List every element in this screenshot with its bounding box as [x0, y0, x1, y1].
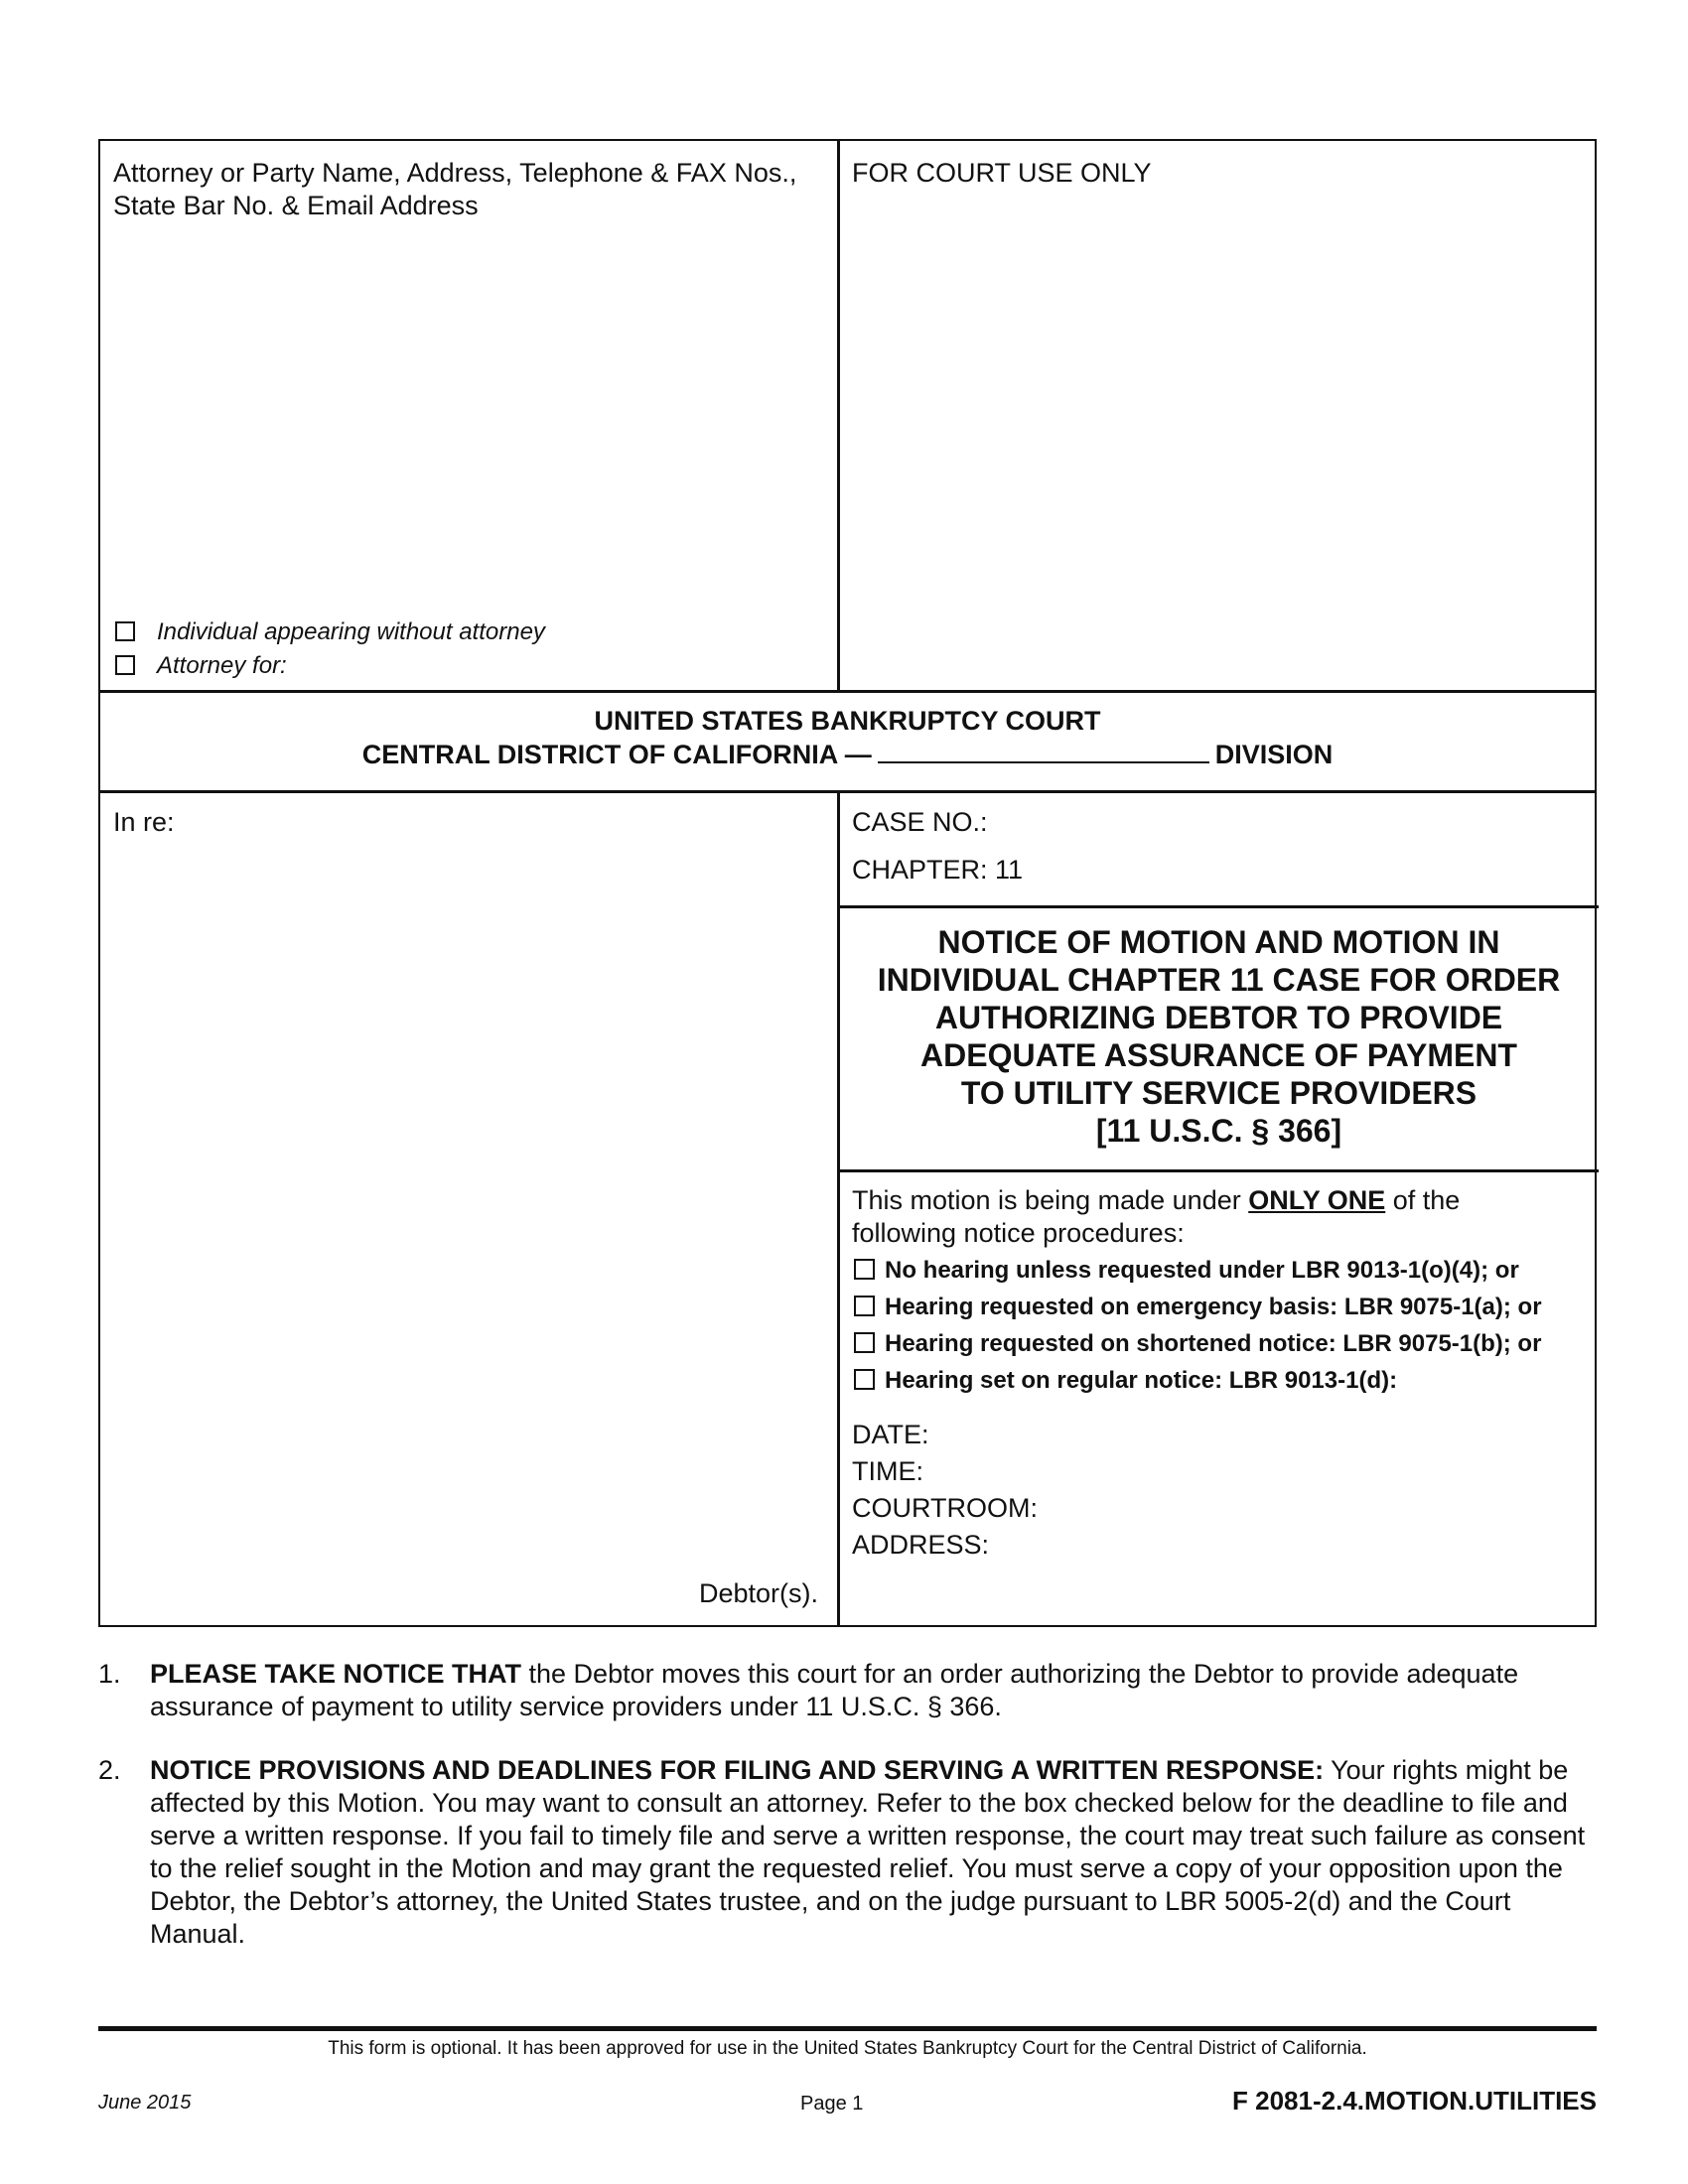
footer-form-id: F 2081-2.4.MOTION.UTILITIES	[1232, 2086, 1597, 2116]
checkbox-row-attorney-for[interactable]	[115, 650, 287, 682]
motion-title-line: ADEQUATE ASSURANCE OF PAYMENT	[920, 1037, 1517, 1073]
footer-date: June 2015	[98, 2092, 192, 2114]
motion-title-line: INDIVIDUAL CHAPTER 11 CASE FOR ORDER	[877, 962, 1561, 998]
paragraph-number: 1.	[98, 1659, 121, 1689]
court-district	[100, 738, 1595, 771]
regular-checkbox[interactable]	[854, 1369, 875, 1390]
paragraph-2	[98, 1754, 1598, 1951]
notice-intro-line2: following notice procedures:	[852, 1218, 1185, 1248]
shortened-label: Hearing requested on shortened notice: LBR 9075-1(b); or	[885, 1330, 1542, 1357]
paragraph-text: the Debtor moves this court for an order authorizing the Debtor to provide adequate assurance of payment to utility service providers under 11 U.S.C. § 366.	[150, 1659, 1519, 1721]
individual-checkbox[interactable]	[115, 621, 135, 641]
notice-option-no-hearing[interactable]	[854, 1255, 1519, 1287]
district-prefix: CENTRAL DISTRICT OF CALIFORNIA —	[361, 740, 872, 769]
motion-title-line: [11 U.S.C. § 366]	[1095, 1113, 1342, 1149]
division-blank[interactable]	[878, 740, 1209, 763]
motion-title-line: NOTICE OF MOTION AND MOTION IN	[937, 924, 1500, 960]
motion-title-line: TO UTILITY SERVICE PROVIDERS	[960, 1075, 1477, 1111]
divider	[837, 905, 1599, 908]
case-no-label: CASE NO.:	[852, 807, 988, 837]
notice-intro	[852, 1184, 1587, 1250]
paragraph-lead: PLEASE TAKE NOTICE THAT	[150, 1659, 522, 1689]
motion-title-line: AUTHORIZING DEBTOR TO PROVIDE	[934, 1000, 1503, 1035]
footer-rule	[98, 2026, 1597, 2031]
in-re-label: In re:	[113, 807, 175, 837]
paragraph-lead: NOTICE PROVISIONS AND DEADLINES FOR FILING AND SERVING A WRITTEN RESPONSE:	[150, 1755, 1325, 1785]
no-hearing-checkbox[interactable]	[854, 1259, 875, 1280]
division-label: DIVISION	[1214, 740, 1334, 769]
emergency-label: Hearing requested on emergency basis: LBR 9075-1(a); or	[885, 1294, 1542, 1320]
checkbox-row-individual[interactable]	[115, 616, 545, 648]
debtors-label: Debtor(s).	[699, 1578, 819, 1608]
hearing-courtroom-label: COURTROOM:	[852, 1493, 1038, 1523]
attorney-info-label: Attorney or Party Name, Address, Telephone & FAX Nos., State Bar No. & Email Address	[113, 158, 797, 220]
notice-intro-prefix: This motion is being made under	[852, 1185, 1249, 1215]
hearing-time-label: TIME:	[852, 1456, 923, 1486]
chapter-label: CHAPTER: 11	[852, 855, 1024, 885]
notice-intro-emphasis: ONLY ONE	[1248, 1185, 1386, 1215]
divider	[837, 1169, 1599, 1172]
attorney-for-label: Attorney for:	[157, 652, 287, 679]
divider	[837, 790, 840, 1627]
emergency-checkbox[interactable]	[854, 1296, 875, 1316]
notice-option-regular[interactable]	[854, 1365, 1397, 1397]
footer-page-number: Page 1	[800, 2093, 864, 2115]
divider	[100, 690, 1595, 693]
shortened-checkbox[interactable]	[854, 1332, 875, 1353]
notice-intro-suffix: of the	[1385, 1185, 1461, 1215]
paragraph-text: Your rights might be affected by this Motion. You may want to consult an attorney. Refer to the box checked below for the deadline to file and serve a written response. If you fail to timely file and serve a written response, the court may treat such failure as consent to the relief sought in the Motion and may grant the requested relief. You must serve a copy of your opposition upon the Debtor, the Debtor’s attorney, the United States trustee, and on the judge pursuant to LBR 5005-2(d) and the Court Manual.	[150, 1755, 1586, 1949]
paragraph-number: 2.	[98, 1755, 121, 1785]
court-use-label: FOR COURT USE ONLY	[852, 158, 1152, 188]
hearing-address-label: ADDRESS:	[852, 1530, 990, 1560]
individual-label: Individual appearing without attorney	[157, 618, 545, 645]
divider	[100, 790, 1595, 793]
motion-title	[839, 923, 1599, 1150]
caption-form	[98, 139, 1597, 1627]
court-name: UNITED STATES BANKRUPTCY COURT	[594, 706, 1101, 736]
regular-label: Hearing set on regular notice: LBR 9013-1(d):	[885, 1367, 1398, 1394]
no-hearing-label: No hearing unless requested under LBR 9013-1(o)(4); or	[885, 1257, 1519, 1284]
paragraph-body	[150, 1754, 1598, 1951]
attorney-for-checkbox[interactable]	[115, 655, 135, 675]
notice-option-shortened[interactable]	[854, 1328, 1541, 1360]
paragraph-body	[150, 1658, 1598, 1723]
footer-note: This form is optional. It has been approved for use in the United States Bankruptcy Court for the Central District of California.	[328, 2038, 1367, 2059]
divider	[837, 141, 840, 690]
hearing-date-label: DATE:	[852, 1420, 929, 1449]
notice-option-emergency[interactable]	[854, 1292, 1542, 1323]
paragraph-1	[98, 1658, 1598, 1723]
